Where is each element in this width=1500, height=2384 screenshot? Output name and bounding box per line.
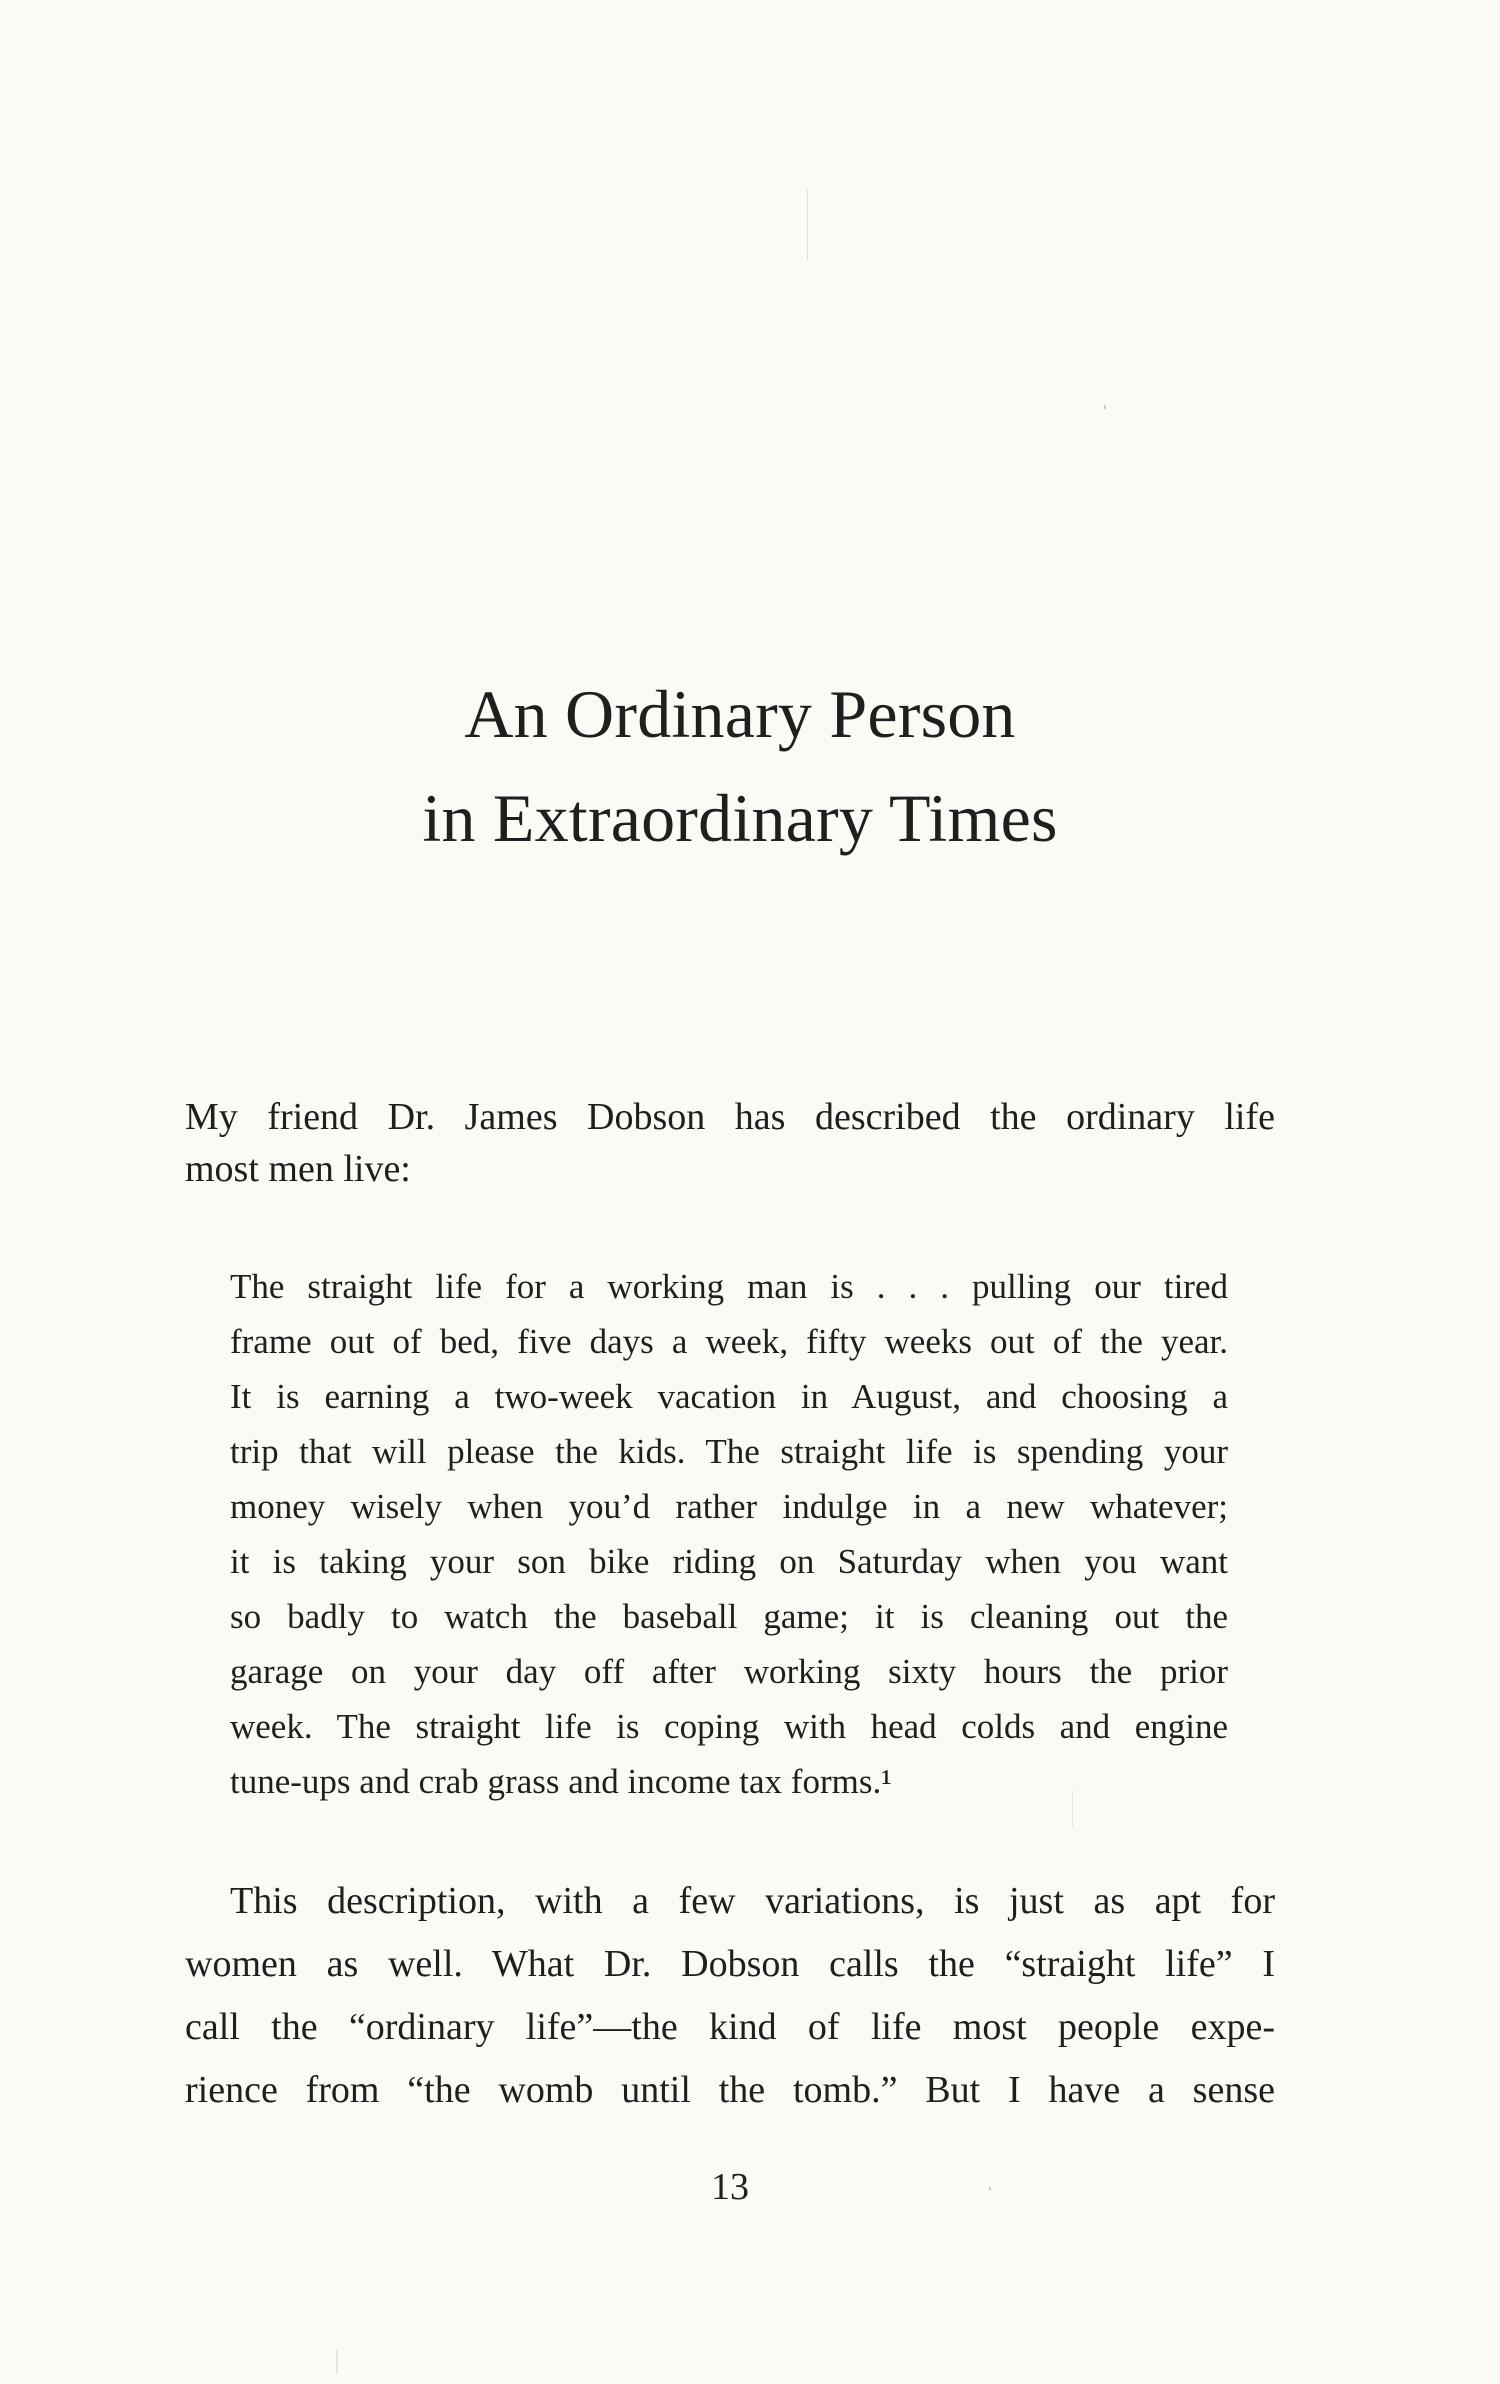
quote-line-5: money wisely when you’d rather indulge in a new whatever; bbox=[230, 1487, 1228, 1526]
quote-line-4: trip that will please the kids. The straight life is spending your bbox=[230, 1432, 1228, 1471]
quote-line-2: frame out of bed, five days a week, fifty weeks out of the year. bbox=[230, 1322, 1228, 1361]
quote-line-7: so badly to watch the baseball game; it is cleaning out the bbox=[230, 1597, 1228, 1636]
scan-mark bbox=[336, 2350, 338, 2374]
chapter-title-line-2: in Extraordinary Times bbox=[422, 780, 1058, 856]
scan-mark bbox=[989, 2187, 991, 2190]
intro-line-2: most men live: bbox=[185, 1148, 411, 1190]
scan-mark bbox=[807, 190, 808, 260]
quote-line-10: tune-ups and crab grass and income tax forms.¹ bbox=[230, 1762, 892, 1801]
quote-line-9: week. The straight life is coping with head colds and engine bbox=[230, 1707, 1228, 1746]
scan-mark bbox=[1104, 405, 1106, 409]
quote-line-3: It is earning a two-week vacation in August, and choosing a bbox=[230, 1377, 1228, 1416]
quote-line-6: it is taking your son bike riding on Saturday when you want bbox=[230, 1542, 1228, 1581]
scan-mark bbox=[1072, 1790, 1073, 1828]
quote-line-1: The straight life for a working man is . . . pulling our tired bbox=[230, 1267, 1228, 1306]
continuation-line-1: This description, with a few variations, is just as apt for bbox=[230, 1880, 1275, 1922]
quote-line-8: garage on your day off after working sixty hours the prior bbox=[230, 1652, 1228, 1691]
continuation-line-3: call the “ordinary life”—the kind of life most people expe- bbox=[185, 2006, 1275, 2048]
continuation-line-4: rience from “the womb until the tomb.” But I have a sense bbox=[185, 2069, 1275, 2111]
chapter-title-line-1: An Ordinary Person bbox=[464, 676, 1016, 752]
page-number: 13 bbox=[711, 2166, 749, 2208]
intro-line-1: My friend Dr. James Dobson has described the ordinary life bbox=[185, 1096, 1275, 1138]
continuation-line-2: women as well. What Dr. Dobson calls the “straight life” I bbox=[185, 1943, 1275, 1985]
